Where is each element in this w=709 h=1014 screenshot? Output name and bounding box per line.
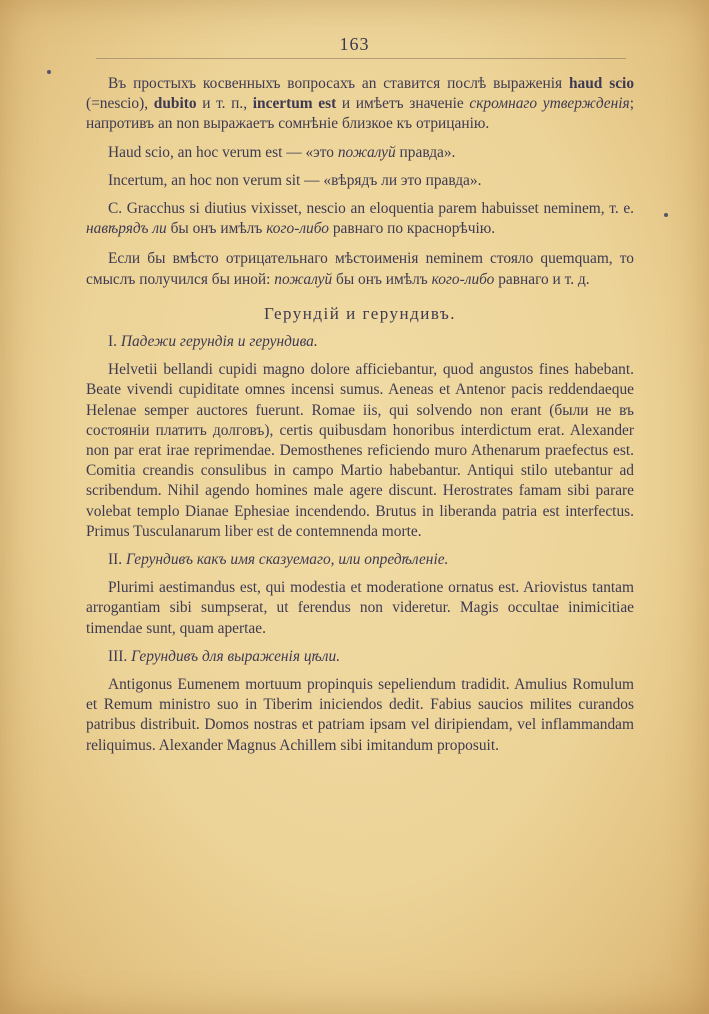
page-text xyxy=(86,74,634,764)
margin-mark xyxy=(664,213,668,217)
term-haud-scio: haud scio xyxy=(568,75,635,92)
subsection-heading: III. Герундивъ для выраженія цѣли. xyxy=(108,647,341,665)
margin-mark xyxy=(47,70,51,74)
intro-paragraph: Въ простыхъ косвенныхъ вопросахъ an ставится послѣ выраженія haud scio (=nescio), dubito и т. п., incertum est и имѣетъ значеніе скромнаго утвержденія; напротивъ an non выражаетъ сомнѣніе близкое къ отрицанію. xyxy=(86,75,635,133)
example-block xyxy=(86,143,634,240)
subsection-text: Antigonus Eumenem mortuum propinquis sepeliendum tradidit. Amulius Romulum et Remum ministro suo in Tiberim iniciendos dedit. Fabius saucios milites curandos patribus distribuit. Domos nostras et patriam ipsam vel diripiendam, vel inflammandam reliquimus. Alexander Magnus Achillem sibi imitandum proposuit. xyxy=(86,676,634,754)
subsection-heading: I. Падежи герундія и герундива. xyxy=(108,333,318,351)
subsection-heading: II. Герундивъ какъ имя сказуемаго, или опредѣленіе. xyxy=(108,551,449,569)
term-dubito: dubito xyxy=(153,95,197,113)
example-line: Incertum, an hoc non verum sit — «вѣрядъ ли это правда». xyxy=(108,171,482,189)
term-incertum-est: incertum est xyxy=(252,95,337,113)
section-title: Герундій и герундивъ. xyxy=(263,303,457,323)
header-rule xyxy=(96,58,626,59)
subsection-text: Plurimi aestimandus est, qui modestia et moderatione ornatus est. Ariovistus tantam arrogantiam sibi sumpserat, ut ferendus non videretur. Magis occultae inimicitiae timendae sunt, quam apertae. xyxy=(86,579,634,637)
example-line: Haud scio, an hoc verum est — «это пожалуй правда». xyxy=(108,143,456,161)
example-line: C. Gracchus si diutius vixisset, nescio an eloquentia parem habuisset neminem, т. е. навѣрядъ ли бы онъ имѣлъ кого-либо равнаго по краснорѣчію. xyxy=(86,200,634,238)
intro-paragraph: Если бы вмѣсто отрицательнаго мѣстоименія neminem стояло quemquam, то смыслъ получился бы иной: пожалуй бы онъ имѣлъ кого-либо равнаго и т. д. xyxy=(86,250,634,288)
subsection-text: Helvetii bellandi cupidi magno dolore afficiebantur, quod angustos fines habebant. Beate vivendi cupiditate omnes incensi sumus. Aeneas et Antenor pacis reddendaeque Helenae semper auctores fuerunt. Romae iis, qui solvendo non erant (были не въ состояніи платить долговъ), certis quibusdam honoribus interdictum erat. Alexander non par erat irae reprimendae. Demosthenes reficiendo muro Athenarum praefectus est. Comitia creandis consulibus in campo Martio habebantur. Antiqui stilo utebantur ad scribendum. Nihil agendo homines male agere discunt. Herostrates famam sibi parare volebat templo Dianae Ephesiae incendendo. Brutus in liberanda patria est interfectus. Primus Tusculanarum liber est de contemnenda morte. xyxy=(86,361,634,540)
page-number: 163 xyxy=(339,34,370,54)
